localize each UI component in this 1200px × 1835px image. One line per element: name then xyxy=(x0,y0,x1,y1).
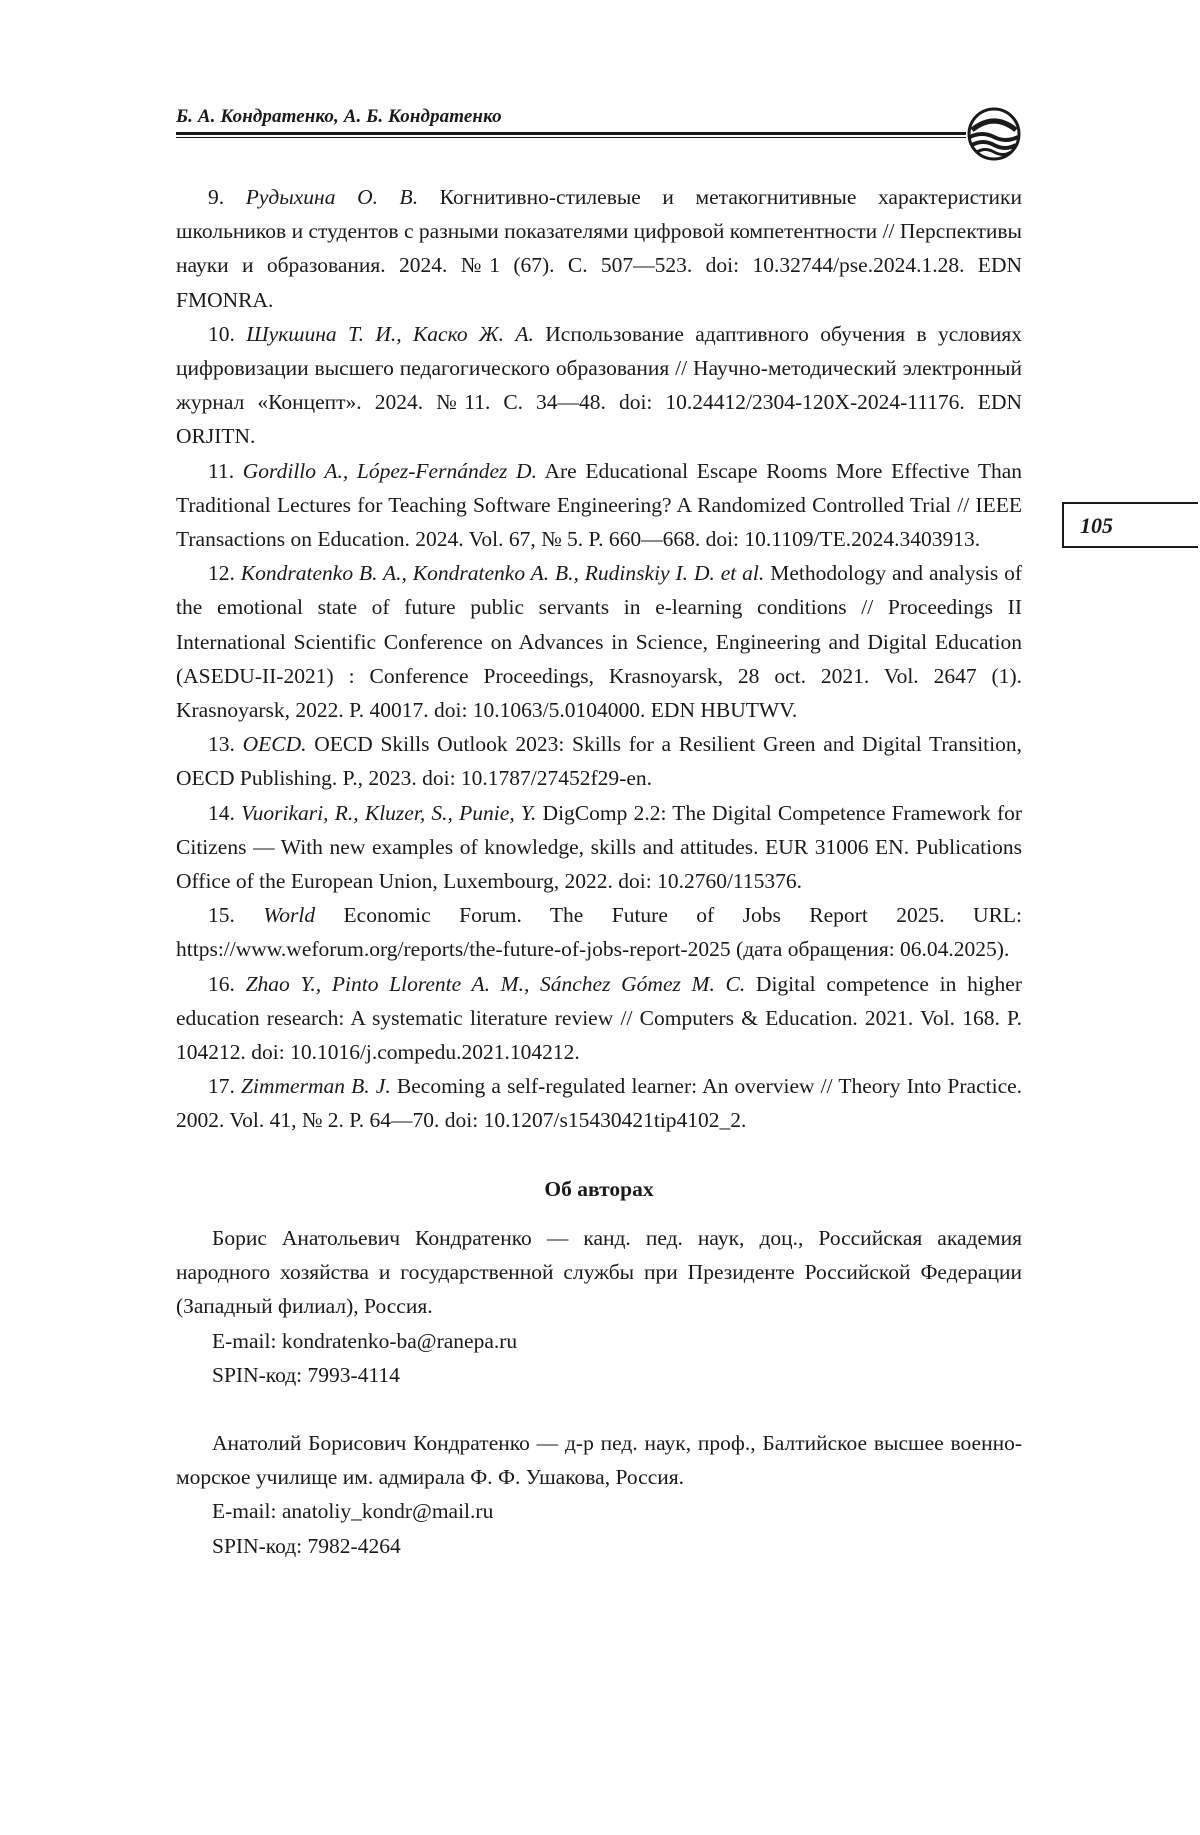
reference-item xyxy=(176,1069,1022,1137)
author-bio: Анатолий Борисович Кондратенко — д-р пед. наук, проф., Балтийское высшее военно-морское училище им. адмирала Ф. Ф. Ушакова, Россия. xyxy=(176,1430,1022,1490)
page-body xyxy=(176,180,1022,1563)
reference-text: Economic Forum. The Future of Jobs Report 2025. URL: https://www.weforum.org/reports/the-future-of-jobs-report-2025 (дата обращения: 06.04.2025). xyxy=(176,903,1023,962)
reference-text: Becoming a self-regulated learner: An overview // Theory Into Practice. 2002. Vol. 41, № 2. P. 64—70. doi: 10.1207/s15430421tip4102_2. xyxy=(176,1074,1023,1133)
reference-text: Когнитивно-стилевые и метакогнитивные характеристики школьников и студентов с разными показателями цифровой компетентности // Перспективы науки и образования. 2024. №1 (67). С. 507—523. doi: 10.32744/pse.2024.1.28. EDN FMONRA. xyxy=(176,185,1023,312)
reference-text: Methodology and analysis of the emotional state of future public servants in e-learning conditions // Proceedings II International Scientific Conference on Advances in Science, Engineering and Digital Education (ASEDU-II-2021) : Conference Proceedings, Krasnoyarsk, 28 oct. 2021. Vol. 2647 (1). Krasnoyarsk, 2022. P. 40017. doi: 10.1063/5.0104000. EDN HBUTWV. xyxy=(176,561,1023,723)
header-rule-thin xyxy=(176,137,966,138)
reference-authors: Zimmerman B. J. xyxy=(241,1074,391,1099)
spacer xyxy=(176,1392,1022,1426)
author-bio: Борис Анатольевич Кондратенко — канд. пед. наук, доц., Российская академия народного хозяйства и государственной службы при Президенте Российской Федерации (Западный филиал), Россия. xyxy=(176,1225,1022,1319)
author-spin: SPIN-код: 7993-4114 xyxy=(212,1362,400,1387)
author-spin: SPIN-код: 7982-4264 xyxy=(212,1533,401,1558)
author-email: E-mail: anatoliy_kondr@mail.ru xyxy=(212,1499,494,1524)
author-info xyxy=(176,1221,1022,1392)
reference-authors: Шукшина Т. И., Каско Ж. А. xyxy=(246,321,534,346)
reference-number: 12. xyxy=(208,561,235,586)
reference-item xyxy=(176,796,1022,899)
reference-number: 10. xyxy=(208,321,235,346)
reference-text: OECD Skills Outlook 2023: Skills for a Resilient Green and Digital Transition, OECD Publishing. P., 2023. doi: 10.1787/27452f29-en. xyxy=(176,732,1022,791)
reference-item xyxy=(176,317,1022,454)
reference-authors: World xyxy=(263,903,316,928)
reference-text: Are Educational Escape Rooms More Effective Than Traditional Lectures for Teaching Software Engineering? A Randomized Controlled Trial // IEEE Transactions on Education. 2024. Vol. 67, № 5. P. 660—668. doi: 10.1109/TE.2024.3403913. xyxy=(176,458,1022,552)
reference-text: Digital competence in higher education research: A systematic literature review // Computers & Education. 2021. Vol. 168. P. 104212. doi: 10.1016/j.compedu.2021.104212. xyxy=(176,971,1022,1065)
author-info xyxy=(176,1426,1022,1563)
page-number: 105 xyxy=(1080,513,1113,538)
reference-item xyxy=(176,180,1022,317)
reference-number: 13. xyxy=(208,732,235,757)
reference-authors: OECD. xyxy=(242,732,307,757)
page-number-tab xyxy=(1062,502,1198,548)
reference-item xyxy=(176,556,1022,727)
reference-number: 17. xyxy=(208,1074,235,1099)
reference-authors: Kondratenko B. A., Kondratenko A. B., Rudinskiy I. D. et al. xyxy=(240,561,765,586)
reference-authors: Zhao Y., Pinto Llorente A. M., Sánchez Gómez M. C. xyxy=(245,971,746,996)
reference-number: 15. xyxy=(208,903,235,928)
reference-number: 14. xyxy=(208,800,235,825)
reference-item xyxy=(176,967,1022,1070)
reference-text: Использование адаптивного обучения в условиях цифровизации высшего педагогического образования // Научно-методический электронный журнал «Концепт». 2024. №11. С. 34—48. doi: 10.24412/2304-120X-2024-11176. EDN ORJITN. xyxy=(176,321,1023,449)
section-title: Об авторах xyxy=(544,1176,654,1201)
reference-item xyxy=(176,727,1022,795)
reference-number: 16. xyxy=(208,971,235,996)
reference-item xyxy=(176,454,1022,557)
author-email: E-mail: kondratenko-ba@ranepa.ru xyxy=(212,1328,518,1353)
running-header xyxy=(176,104,1024,160)
reference-number: 11. xyxy=(208,458,235,483)
reference-authors: Vuorikari, R., Kluzer, S., Punie, Y. xyxy=(241,800,537,825)
journal-wave-logo-icon xyxy=(966,106,1022,162)
header-rule xyxy=(176,132,966,135)
reference-list xyxy=(176,180,1022,1138)
reference-text: DigComp 2.2: The Digital Competence Framework for Citizens — With new examples of knowledge, skills and attitudes. EUR 31006 EN. Publications Office of the European Union, Luxembourg, 2022. doi: 10.2760/115376. xyxy=(176,800,1023,894)
header-authors: Б. А. Кондратенко, А. Б. Кондратенко xyxy=(176,106,502,127)
reference-item xyxy=(176,898,1022,966)
reference-authors: Gordillo A., López-Fernández D. xyxy=(242,458,537,483)
reference-number: 9. xyxy=(208,185,225,209)
reference-authors: Рудыхина О. В. xyxy=(245,185,419,209)
